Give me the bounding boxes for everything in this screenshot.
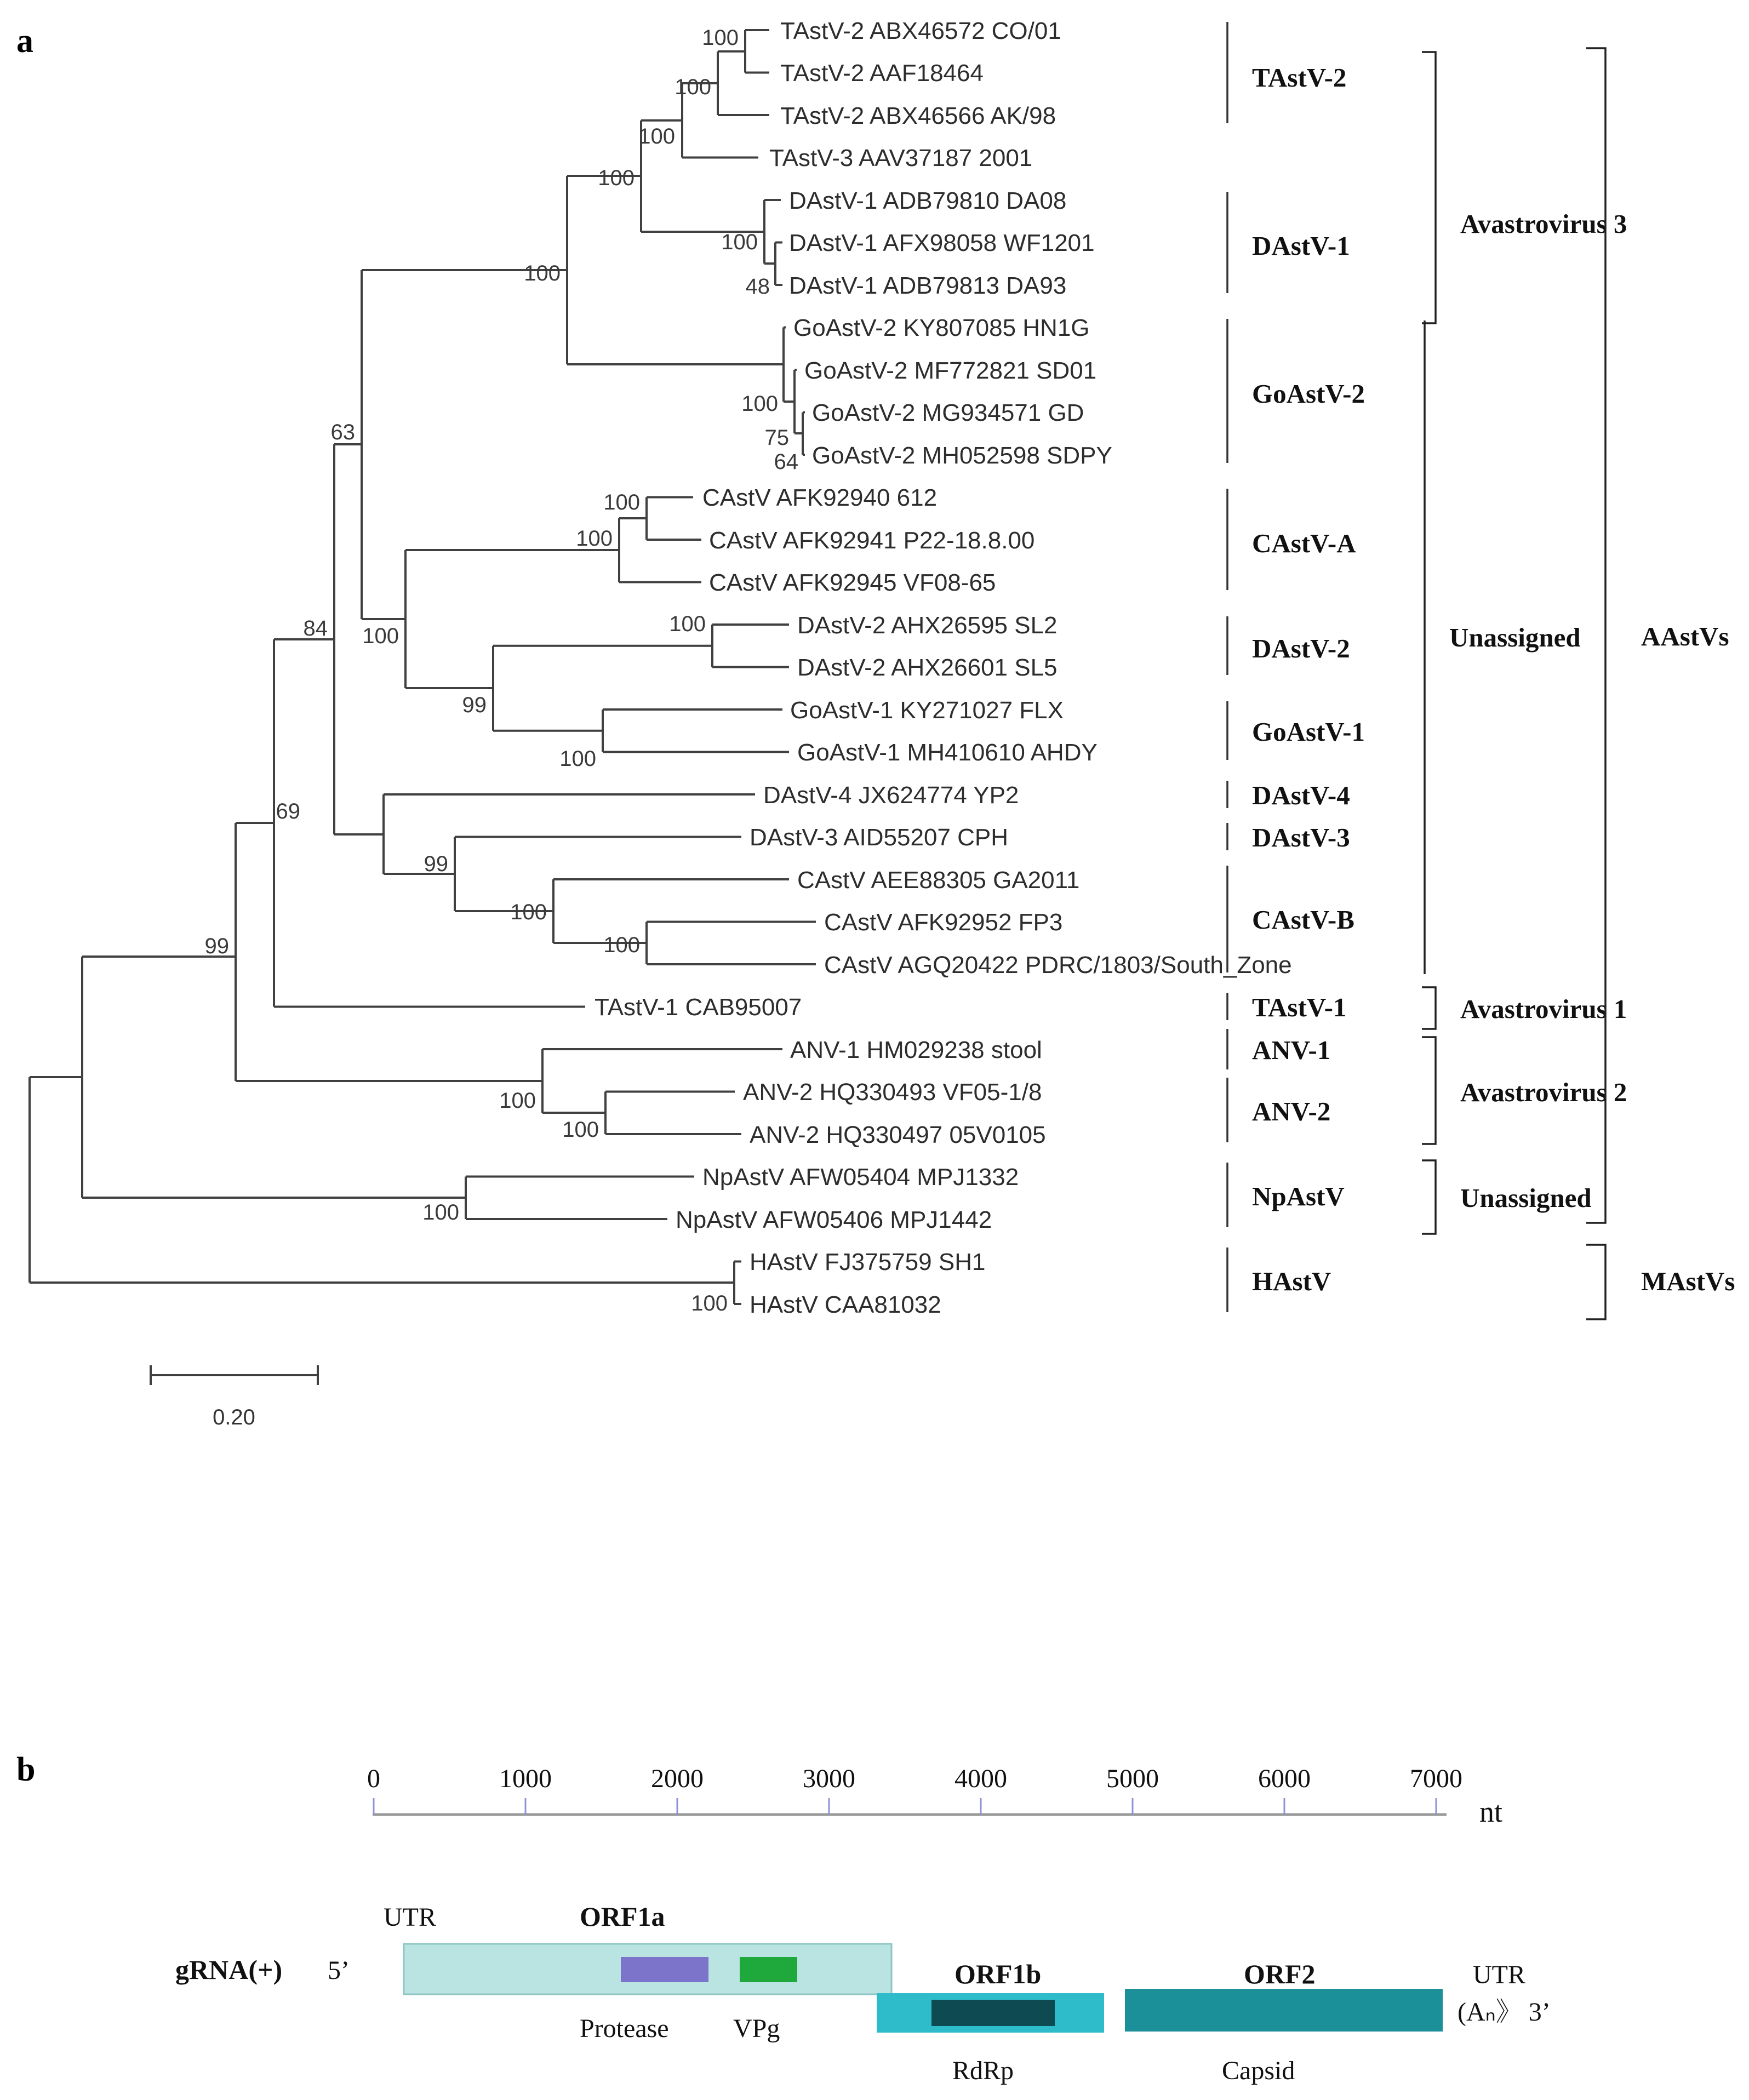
vpg-box bbox=[740, 1957, 797, 1982]
tip-label: NpAstV AFW05404 MPJ1332 bbox=[702, 1164, 1019, 1191]
group-label: GoAstV-2 bbox=[1252, 379, 1365, 409]
ruler-number: 3000 bbox=[803, 1764, 855, 1793]
panel-b-label: b bbox=[16, 1751, 36, 1788]
bootstrap-label: 100 bbox=[638, 124, 675, 148]
clade-label: Avastrovirus 1 bbox=[1460, 994, 1627, 1024]
superclade-label: AAstVs bbox=[1641, 621, 1729, 651]
group-label: DAstV-3 bbox=[1252, 822, 1350, 852]
bootstrap-label: 100 bbox=[702, 26, 739, 50]
ruler-unit-label: nt bbox=[1479, 1795, 1503, 1828]
bootstrap-label: 100 bbox=[603, 933, 640, 957]
bootstrap-label: 100 bbox=[598, 166, 635, 190]
tree-branches-goastv2-clade bbox=[362, 176, 805, 455]
tip-label: GoAstV-1 MH410610 AHDY bbox=[797, 739, 1098, 766]
ruler-number: 7000 bbox=[1410, 1764, 1462, 1793]
tip-label: GoAstV-2 MG934571 GD bbox=[812, 399, 1084, 426]
tip-label: GoAstV-2 KY807085 HN1G bbox=[793, 314, 1090, 341]
scale-bar bbox=[151, 1365, 318, 1385]
orf1b-label: ORF1b bbox=[954, 1959, 1042, 1989]
group-label: TAstV-1 bbox=[1252, 992, 1347, 1022]
group-label: CAstV-A bbox=[1252, 528, 1356, 558]
tip-label: CAstV AFK92945 VF08-65 bbox=[709, 569, 996, 596]
scale-bar-label: 0.20 bbox=[213, 1405, 255, 1429]
tip-label: NpAstV AFW05406 MPJ1442 bbox=[676, 1206, 992, 1233]
bootstrap-label: 100 bbox=[362, 624, 399, 648]
vpg-label: VPg bbox=[733, 2014, 780, 2043]
bootstrap-label: 64 bbox=[774, 450, 798, 474]
bootstrap-label: 100 bbox=[741, 392, 778, 416]
five-prime-label: 5’ bbox=[328, 1956, 350, 1985]
tip-label: GoAstV-2 MH052598 SDPY bbox=[812, 442, 1112, 469]
tip-label: ANV-2 HQ330493 VF05-1/8 bbox=[743, 1079, 1042, 1106]
group-label: HAstV bbox=[1252, 1266, 1331, 1296]
tip-label: DAstV-1 AFX98058 WF1201 bbox=[789, 230, 1095, 256]
tip-label: CAstV AFK92941 P22-18.8.00 bbox=[709, 527, 1035, 554]
bootstrap-label: 69 bbox=[276, 799, 300, 823]
tip-label: TAstV-2 AAF18464 bbox=[780, 60, 984, 87]
tip-label: DAstV-2 AHX26595 SL2 bbox=[797, 612, 1058, 639]
bootstrap-label: 100 bbox=[669, 612, 706, 636]
three-prime-label: (Aₙ》 3’ bbox=[1458, 1998, 1551, 2027]
group-label: DAstV-2 bbox=[1252, 633, 1350, 663]
group-label: ANV-1 bbox=[1252, 1035, 1331, 1065]
tree-branches-tastv1-anv bbox=[82, 639, 782, 1134]
clade-label: Avastrovirus 3 bbox=[1460, 209, 1627, 239]
group-label: TAstV-2 bbox=[1252, 62, 1347, 93]
bootstrap-label: 99 bbox=[462, 693, 487, 717]
protease-box bbox=[621, 1957, 708, 1982]
tip-label: CAstV AGQ20422 PDRC/1803/South_Zone bbox=[824, 952, 1292, 979]
bootstrap-label: 100 bbox=[559, 747, 596, 771]
group-label: GoAstV-1 bbox=[1252, 717, 1365, 747]
ruler-number: 2000 bbox=[651, 1764, 704, 1793]
tree-branches-castva-clade bbox=[405, 497, 701, 582]
bootstrap-label: 48 bbox=[745, 274, 770, 299]
ruler-number: 4000 bbox=[954, 1764, 1007, 1793]
tip-label: ANV-1 HM029238 stool bbox=[790, 1037, 1042, 1063]
utr-left-label: UTR bbox=[384, 1903, 436, 1932]
grna-label: gRNA(+) bbox=[175, 1954, 283, 1985]
clade-label: Unassigned bbox=[1460, 1183, 1592, 1213]
group-label: ANV-2 bbox=[1252, 1096, 1331, 1126]
clade-label: Unassigned bbox=[1449, 622, 1581, 653]
bootstrap-label: 100 bbox=[721, 230, 758, 254]
avastrovirus2-bracket bbox=[1422, 1037, 1436, 1144]
ruler-ticks bbox=[374, 1798, 1436, 1815]
avastrovirus1-bracket bbox=[1422, 987, 1436, 1029]
bootstrap-label: 99 bbox=[424, 852, 448, 876]
tip-label: DAstV-1 ADB79810 DA08 bbox=[789, 187, 1067, 214]
utr-right-label: UTR bbox=[1473, 1960, 1525, 1989]
protease-label: Protease bbox=[580, 2014, 669, 2043]
orf1a-label: ORF1a bbox=[580, 1901, 665, 1932]
group-label: CAstV-B bbox=[1252, 905, 1354, 935]
tip-label: GoAstV-2 MF772821 SD01 bbox=[804, 357, 1097, 384]
tip-label: DAstV-4 JX624774 YP2 bbox=[763, 782, 1019, 809]
tree-branches-dastv34-castvb bbox=[274, 444, 816, 964]
avastrovirus3-bracket bbox=[1422, 52, 1436, 323]
tip-label: DAstV-2 AHX26601 SL5 bbox=[797, 654, 1058, 681]
ruler-number: 5000 bbox=[1106, 1764, 1159, 1793]
tip-label: CAstV AFK92940 612 bbox=[702, 484, 938, 511]
bootstrap-label: 84 bbox=[303, 616, 328, 640]
bootstrap-label: 100 bbox=[499, 1089, 536, 1113]
tip-label: TAstV-3 AAV37187 2001 bbox=[769, 145, 1033, 171]
group-label: NpAstV bbox=[1252, 1181, 1345, 1211]
orf2-bar bbox=[1125, 1989, 1443, 2032]
capsid-label: Capsid bbox=[1222, 2056, 1295, 2085]
tip-label: CAstV AEE88305 GA2011 bbox=[797, 867, 1080, 894]
tip-label: CAstV AFK92952 FP3 bbox=[824, 909, 1063, 936]
bootstrap-label: 99 bbox=[204, 934, 229, 958]
tip-label: HAstV CAA81032 bbox=[750, 1291, 941, 1318]
superclade-label: MAstVs bbox=[1641, 1266, 1735, 1296]
bootstrap-label: 100 bbox=[691, 1291, 728, 1315]
group-label: DAstV-4 bbox=[1252, 780, 1350, 810]
bootstrap-label: 100 bbox=[422, 1200, 459, 1224]
rdrp-box bbox=[931, 2000, 1055, 2026]
tip-label: TAstV-1 CAB95007 bbox=[595, 994, 802, 1021]
panel-a-label: a bbox=[16, 22, 33, 60]
ruler-number: 0 bbox=[367, 1764, 380, 1793]
tip-label: HAstV FJ375759 SH1 bbox=[750, 1249, 986, 1275]
ruler-number: 6000 bbox=[1258, 1764, 1311, 1793]
orf2-label: ORF2 bbox=[1244, 1959, 1316, 1989]
bootstrap-label: 100 bbox=[675, 75, 711, 99]
rdrp-label: RdRp bbox=[952, 2056, 1014, 2085]
bootstrap-label: 100 bbox=[562, 1118, 599, 1142]
bootstrap-label: 100 bbox=[603, 490, 640, 514]
tip-label: DAstV-1 ADB79813 DA93 bbox=[789, 272, 1067, 299]
unassigned-npastv-bracket bbox=[1422, 1160, 1436, 1234]
tip-label: TAstV-2 ABX46566 AK/98 bbox=[780, 102, 1056, 129]
bootstrap-label: 100 bbox=[576, 527, 613, 551]
bootstrap-label: 100 bbox=[524, 261, 561, 285]
group-label: DAstV-1 bbox=[1252, 231, 1350, 261]
mastvs-bracket bbox=[1586, 1245, 1605, 1319]
tip-label: DAstV-3 AID55207 CPH bbox=[750, 824, 1009, 851]
tip-label: GoAstV-1 KY271027 FLX bbox=[790, 697, 1064, 724]
ruler-number: 1000 bbox=[499, 1764, 552, 1793]
bootstrap-label: 100 bbox=[510, 900, 547, 924]
bootstrap-label: 75 bbox=[764, 426, 789, 450]
bootstrap-label: 63 bbox=[330, 420, 355, 444]
clade-label: Avastrovirus 2 bbox=[1460, 1077, 1627, 1107]
tip-label: ANV-2 HQ330497 05V0105 bbox=[750, 1121, 1046, 1148]
tip-label: TAstV-2 ABX46572 CO/01 bbox=[780, 18, 1061, 44]
